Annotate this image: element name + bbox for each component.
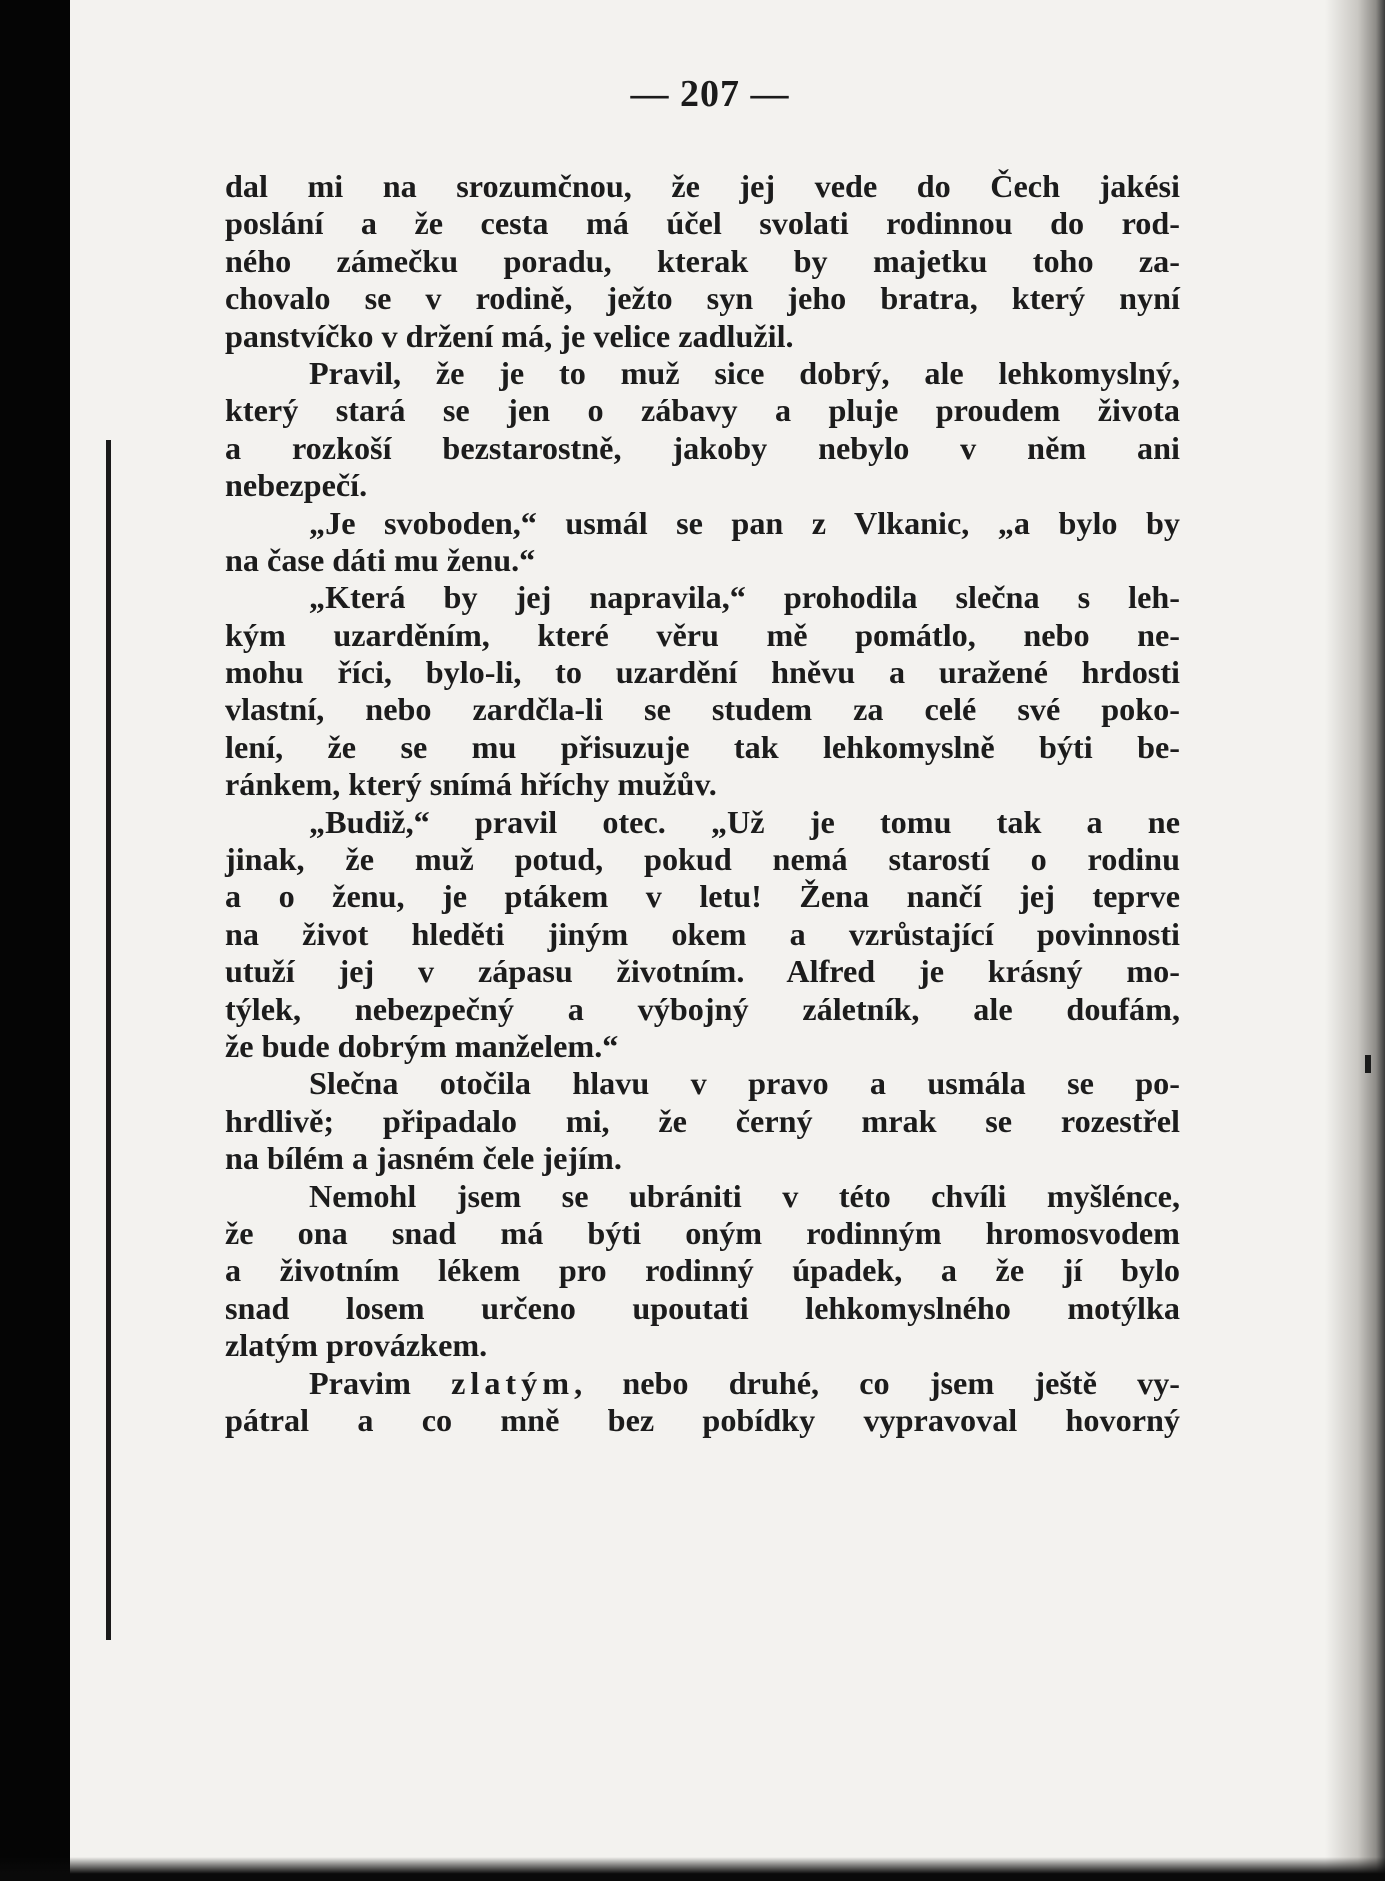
- text-line: na život hleděti jiným okem a vzrůstající povinnosti: [225, 915, 1180, 952]
- text-line: a o ženu, je ptákem v letu! Žena nančí jej teprve: [225, 878, 1180, 915]
- scan-bottom-edge: [0, 1857, 1385, 1881]
- scan-right-edge: [1325, 0, 1385, 1881]
- text-line: „Která by jej napravila,“ prohodila slečna s leh-: [309, 579, 1180, 616]
- text-line: pátral a co mně bez pobídky vypravoval hovorný: [225, 1401, 1180, 1438]
- text-line: ného zámečku poradu, kterak by majetku toho za-: [225, 242, 1180, 279]
- text-line: a životním lékem pro rodinný úpadek, a že jí bylo: [225, 1252, 1180, 1289]
- text-line: utuží jej v zápasu životním. Alfred je krásný mo-: [225, 953, 1180, 990]
- text-line: že ona snad má býti oným rodinným hromosvodem: [225, 1214, 1180, 1251]
- text-line: a rozkoší bezstarostně, jakoby nebylo v něm ani: [225, 429, 1180, 466]
- text-line: [225, 1365, 1180, 1402]
- text-line: ránkem, který snímá hříchy mužův.: [225, 766, 717, 803]
- text-line-part: Pravim: [309, 1364, 452, 1401]
- text-line: hrdlivě; připadalo mi, že černý mrak se rozestřel: [225, 1102, 1180, 1139]
- text-line: vlastní, nebo zardčla-li se studem za celé své poko-: [225, 691, 1180, 728]
- text-line: mohu říci, bylo-li, to uzardění hněvu a uražené hrdosti: [225, 654, 1180, 691]
- text-line: který stará se jen o zábavy a pluje proudem života: [225, 392, 1180, 429]
- text-line: Nemohl jsem se ubrániti v této chvíli myšlénce,: [309, 1177, 1180, 1214]
- text-line: snad losem určeno upoutati lehkomyslného motýlka: [225, 1289, 1180, 1326]
- scan-streak: [106, 440, 111, 1640]
- emphasized-word: zlatým: [451, 1364, 575, 1401]
- text-line: jinak, že muž potud, pokud nemá starostí o rodinu: [225, 841, 1180, 878]
- text-line: na čase dáti mu ženu.“: [225, 541, 536, 578]
- text-line: na bílém a jasném čele jejím.: [225, 1140, 622, 1177]
- text-line: zlatým provázkem.: [225, 1327, 488, 1364]
- text-line: „Je svoboden,“ usmál se pan z Vlkanic, „a bylo by: [309, 504, 1180, 541]
- scan-left-border: [0, 0, 70, 1881]
- text-line: kým uzarděním, které věru mě pomátlo, nebo ne-: [225, 616, 1180, 653]
- body-text: [225, 168, 1180, 1439]
- scan-speck: [1365, 1055, 1371, 1073]
- text-line: panstvíčko v držení má, je velice zadlužil.: [225, 317, 794, 354]
- text-line: týlek, nebezpečný a výbojný záletník, ale doufám,: [225, 990, 1180, 1027]
- text-line: „Budiž,“ pravil otec. „Už je tomu tak a ne: [309, 803, 1180, 840]
- text-line: že bude dobrým manželem.“: [225, 1027, 619, 1064]
- text-line: poslání a že cesta má účel svolati rodinnou do rod-: [225, 205, 1180, 242]
- text-line: dal mi na srozumčnou, že jej vede do Čech jakési: [225, 168, 1180, 204]
- text-line: nebezpečí.: [225, 467, 368, 504]
- text-line: chovalo se v rodině, ježto syn jeho bratra, který nyní: [225, 280, 1180, 317]
- page-number: — 207 —: [630, 73, 790, 115]
- text-line: lení, že se mu přisuzuje tak lehkomyslně býti be-: [225, 728, 1180, 765]
- text-line: Slečna otočila hlavu v pravo a usmála se po-: [309, 1065, 1180, 1102]
- text-line-part: , nebo druhé, co jsem ještě vy-: [574, 1364, 1181, 1401]
- text-line: Pravil, že je to muž sice dobrý, ale lehkomyslný,: [309, 354, 1180, 391]
